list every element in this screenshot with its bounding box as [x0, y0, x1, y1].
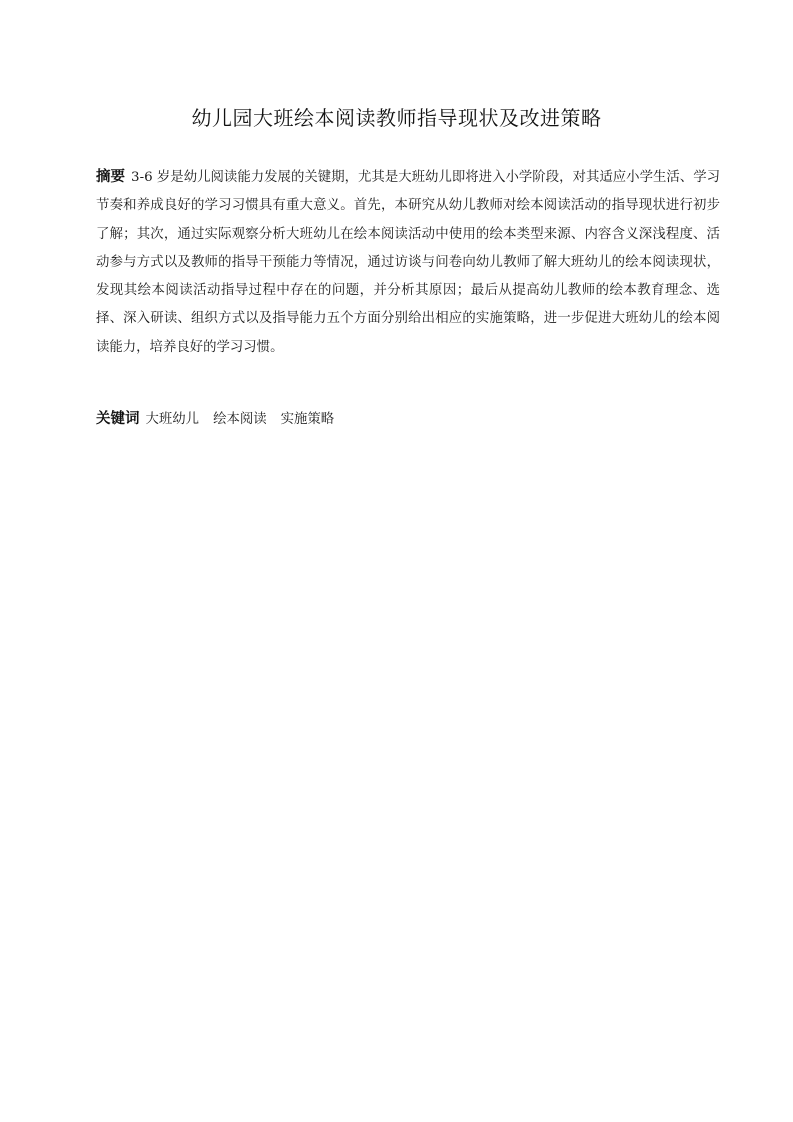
abstract-label: 摘要	[96, 169, 126, 185]
keyword-item: 大班幼儿	[145, 412, 200, 427]
keyword-item: 实施策略	[280, 412, 335, 427]
keyword-item: 绘本阅读	[213, 412, 267, 427]
abstract-paragraph	[96, 163, 720, 362]
paper-title: 幼儿园大班绘本阅读教师指导现状及改进策略	[191, 106, 602, 130]
abstract-text: 3-6 岁是幼儿阅读能力发展的关键期，尤其是大班幼儿即将进入小学阶段，对其适应小学生活、学习节奏和养成良好的学习习惯具有重大意义。首先，本研究从幼儿教师对绘本阅读活动的指导现状进行初步了解；其次，通过实际观察分析大班幼儿在绘本阅读活动中使用的绘本类型来源、内容含义深浅程度、活动参与方式以及教师的指导干预能力等情况，通过访谈与问卷向幼儿教师了解大班幼儿的绘本阅读现状，发现其绘本阅读活动指导过程中存在的问题，并分析其原因；最后从提高幼儿教师的绘本教育理念、选择、深入研读、组织方式以及指导能力五个方面分别给出相应的实施策略，进一步促进大班幼儿的绘本阅读能力，培养良好的学习习惯。	[96, 170, 721, 355]
keywords-label: 关键词	[96, 411, 140, 427]
keywords-line	[96, 407, 720, 432]
